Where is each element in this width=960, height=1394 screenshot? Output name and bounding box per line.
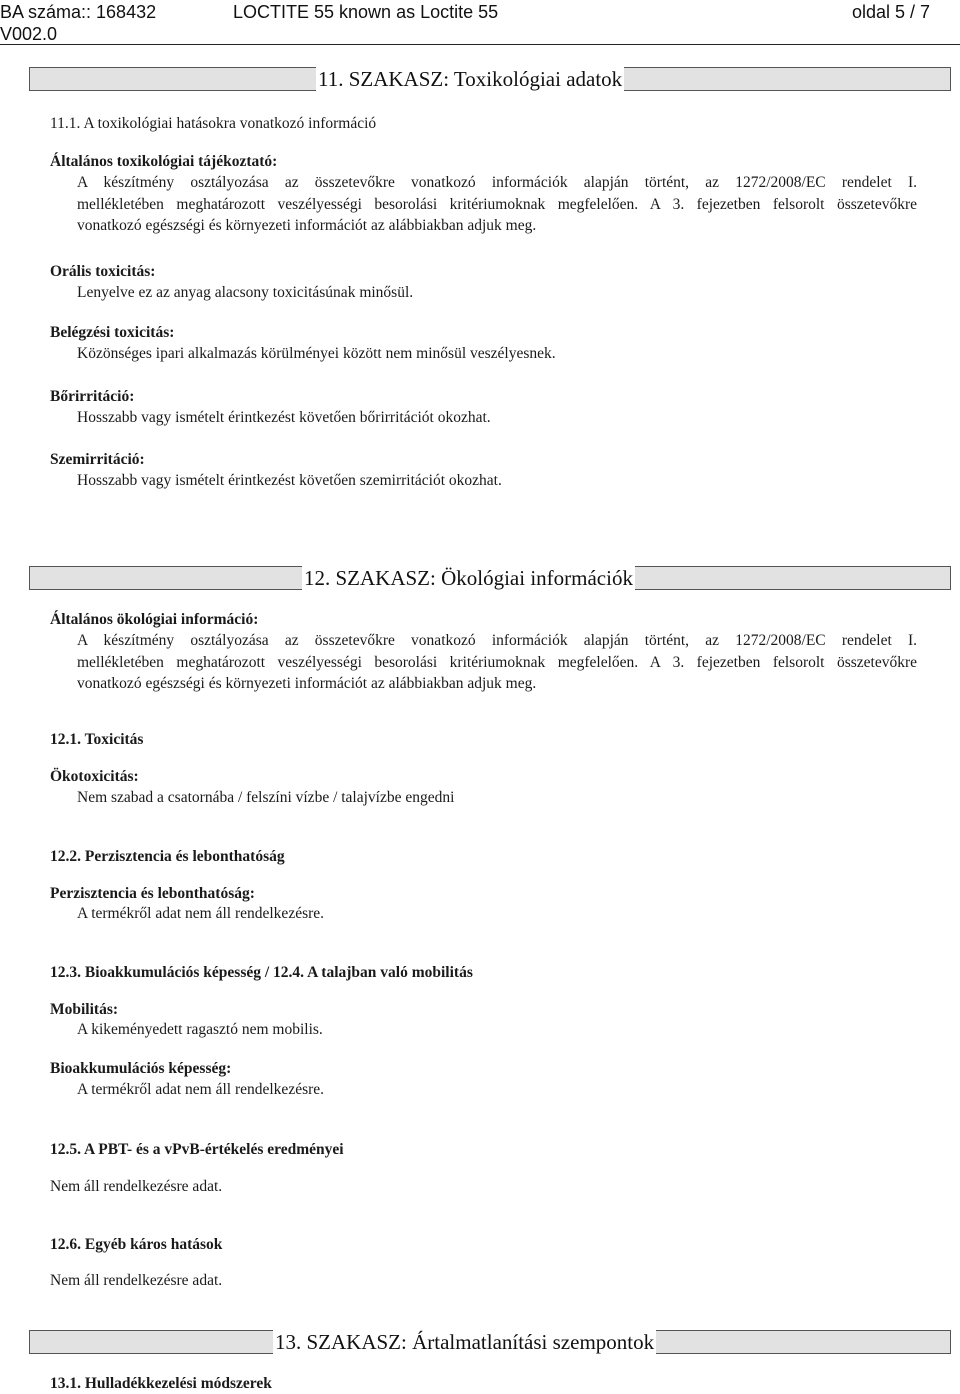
- general-eco-line-1: A készítmény osztályozása az összetevőkre vonatkozó információk alapján történt, az 1272/2008/EC rendelet I.: [77, 632, 917, 649]
- oral-tox-heading: Orális toxicitás:: [50, 263, 156, 280]
- subsection-11-1: 11.1. A toxikológiai hatásokra vonatkozó információ: [50, 115, 377, 132]
- ecotox-text: Nem szabad a csatornába / felszíni vízbe / talajvízbe engedni: [77, 789, 455, 806]
- general-eco-line-2: mellékletében meghatározott veszélyességi besorolási kritériumoknak megfelelően. A 3. fejezetben felsorolt összetevőkre: [77, 653, 917, 671]
- mobility-heading: Mobilitás:: [50, 1001, 119, 1018]
- version: V002.0: [0, 24, 58, 44]
- ecotox-heading: Ökotoxicitás:: [50, 768, 139, 785]
- subsection-12-5: 12.5. A PBT- és a vPvB-értékelés eredményei: [50, 1141, 344, 1158]
- skin-irritation-heading: Bőrirritáció:: [50, 388, 135, 405]
- inhal-tox-heading: Belégzési toxicitás:: [50, 324, 175, 341]
- general-eco-heading: Általános ökológiai információ:: [50, 611, 259, 628]
- pbt-text: Nem áll rendelkezésre adat.: [50, 1178, 223, 1195]
- eye-irritation-heading: Szemirritáció:: [50, 451, 145, 468]
- general-tox-heading: Általános toxikológiai tájékoztató:: [50, 153, 278, 170]
- section-11-title: 11. SZAKASZ: Toxikológiai adatok: [318, 67, 623, 91]
- other-effects-text: Nem áll rendelkezésre adat.: [50, 1272, 223, 1289]
- oral-tox-text: Lenyelve ez az anyag alacsony toxicitásúnak minősül.: [77, 284, 414, 301]
- general-tox-text: [77, 172, 917, 237]
- subsection-13-1: 13.1. Hulladékkezelési módszerek: [50, 1375, 272, 1392]
- skin-irritation-text: Hosszabb vagy ismételt érintkezést követően bőrirritációt okozhat.: [77, 409, 491, 426]
- persistence-text: A termékről adat nem áll rendelkezésre.: [77, 905, 325, 922]
- general-eco-line-3: vonatkozó egészségi és környezeti információt az alábbiakban adjuk meg.: [77, 675, 537, 692]
- mobility-text: A kikeményedett ragasztó nem mobilis.: [77, 1021, 323, 1038]
- subsection-12-6: 12.6. Egyéb káros hatások: [50, 1236, 223, 1253]
- persistence-heading: Perzisztencia és lebonthatóság:: [50, 885, 255, 902]
- eye-irritation-text: Hosszabb vagy ismételt érintkezést követően szemirritációt okozhat.: [77, 472, 502, 489]
- bioaccumulation-heading: Bioakkumulációs képesség:: [50, 1060, 232, 1077]
- ba-number: BA száma:: 168432: [0, 2, 157, 22]
- page-number: oldal 5 / 7: [852, 2, 931, 22]
- header-rule: [0, 44, 960, 45]
- subsection-12-2: 12.2. Perzisztencia és lebonthatóság: [50, 848, 285, 865]
- general-eco-text: [77, 630, 917, 695]
- bioaccumulation-text: A termékről adat nem áll rendelkezésre.: [77, 1081, 325, 1098]
- general-tox-line-1: A készítmény osztályozása az összetevőkre vonatkozó információk alapján történt, az 1272/2008/EC rendelet I.: [77, 174, 917, 191]
- inhal-tox-text: Közönséges ipari alkalmazás körülményei között nem minősül veszélyesnek.: [77, 345, 556, 362]
- product-name: LOCTITE 55 known as Loctite 55: [233, 2, 499, 22]
- section-12-title: 12. SZAKASZ: Ökológiai információk: [304, 566, 633, 590]
- general-tox-line-3: vonatkozó egészségi és környezeti információt az alábbiakban adjuk meg.: [77, 217, 537, 234]
- general-tox-line-2: mellékletében meghatározott veszélyességi besorolási kritériumoknak megfelelően. A 3. fejezetben felsorolt összetevőkre: [77, 195, 917, 213]
- subsection-12-3: 12.3. Bioakkumulációs képesség / 12.4. A talajban való mobilitás: [50, 964, 473, 981]
- subsection-12-1: 12.1. Toxicitás: [50, 731, 144, 748]
- section-13-title: 13. SZAKASZ: Ártalmatlanítási szempontok: [275, 1330, 655, 1354]
